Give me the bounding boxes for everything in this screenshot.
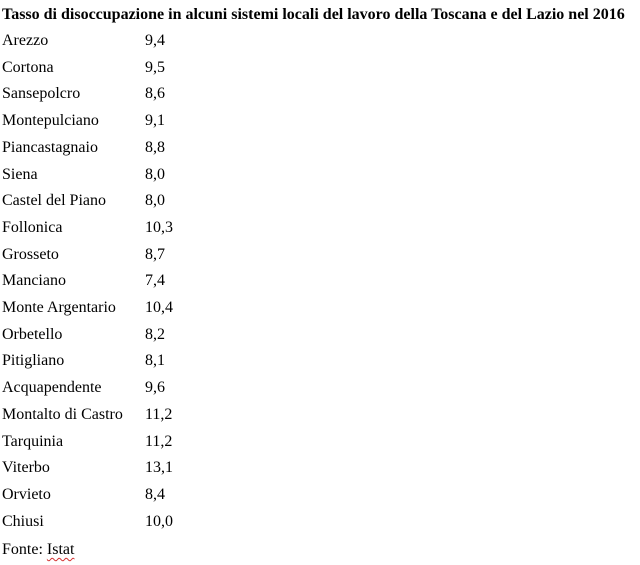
table-row (2, 482, 225, 509)
table-row (2, 55, 225, 82)
source-name: Istat (46, 541, 75, 558)
table-row (2, 162, 225, 189)
unemployment-rate: 7,4 (145, 272, 165, 290)
city-name: Acquapendente (2, 379, 102, 397)
source-prefix: Fonte: (2, 541, 47, 558)
unemployment-rate: 9,6 (145, 379, 165, 397)
city-name: Chiusi (2, 512, 44, 530)
city-name: Monte Argentario (2, 299, 116, 317)
table-row (2, 402, 225, 429)
city-name: Arezzo (2, 32, 49, 49)
city-name: Piancastagnaio (2, 138, 98, 156)
table-row (2, 28, 225, 55)
table-row (2, 268, 225, 295)
table-row (2, 455, 225, 482)
city-name: Castel del Piano (2, 192, 106, 210)
city-name: Sansepolcro (2, 85, 81, 103)
table-row (2, 81, 225, 108)
unemployment-rate: 10,4 (145, 299, 173, 317)
unemployment-rate: 9,5 (145, 58, 165, 76)
unemployment-rate: 11,2 (145, 432, 173, 450)
unemployment-rate: 8,0 (145, 192, 165, 210)
unemployment-rate: 9,4 (145, 32, 165, 49)
table-row (2, 348, 225, 375)
table-row (2, 135, 225, 162)
unemployment-rate: 8,8 (145, 138, 165, 156)
unemployment-rate: 8,2 (145, 325, 165, 343)
table-row (2, 295, 225, 322)
city-name: Cortona (2, 58, 54, 76)
table-row (2, 429, 225, 456)
table-body (2, 28, 225, 535)
unemployment-rate: 8,4 (145, 485, 165, 503)
unemployment-rate: 10,0 (145, 512, 173, 530)
unemployment-rate: 8,1 (145, 352, 165, 370)
city-name: Siena (2, 165, 38, 183)
city-name: Follonica (2, 218, 63, 236)
unemployment-table (2, 28, 225, 535)
unemployment-rate: 13,1 (145, 459, 173, 477)
city-name: Montalto di Castro (2, 405, 123, 423)
table-row (2, 188, 225, 215)
city-name: Tarquinia (2, 432, 64, 450)
table-row (2, 509, 225, 536)
city-name: Pitigliano (2, 352, 65, 370)
unemployment-rate: 8,7 (145, 245, 165, 263)
city-name: Manciano (2, 272, 66, 290)
table-row (2, 108, 225, 135)
unemployment-rate: 9,1 (145, 112, 165, 130)
table-row (2, 375, 225, 402)
city-name: Orbetello (2, 325, 63, 343)
unemployment-rate: 10,3 (145, 218, 173, 236)
source-line (2, 537, 74, 563)
city-name: Montepulciano (2, 112, 99, 130)
table-row (2, 215, 225, 242)
city-name: Grosseto (2, 245, 59, 263)
city-name: Orvieto (2, 485, 51, 503)
table-row (2, 322, 225, 349)
table-row (2, 242, 225, 269)
unemployment-rate: 8,6 (145, 85, 165, 103)
document-title: Tasso di disoccupazione in alcuni sistemi locali del lavoro della Toscana e del Lazio nel 2016 (2, 6, 625, 23)
unemployment-rate: 11,2 (145, 405, 173, 423)
city-name: Viterbo (2, 459, 50, 477)
unemployment-rate: 8,0 (145, 165, 165, 183)
